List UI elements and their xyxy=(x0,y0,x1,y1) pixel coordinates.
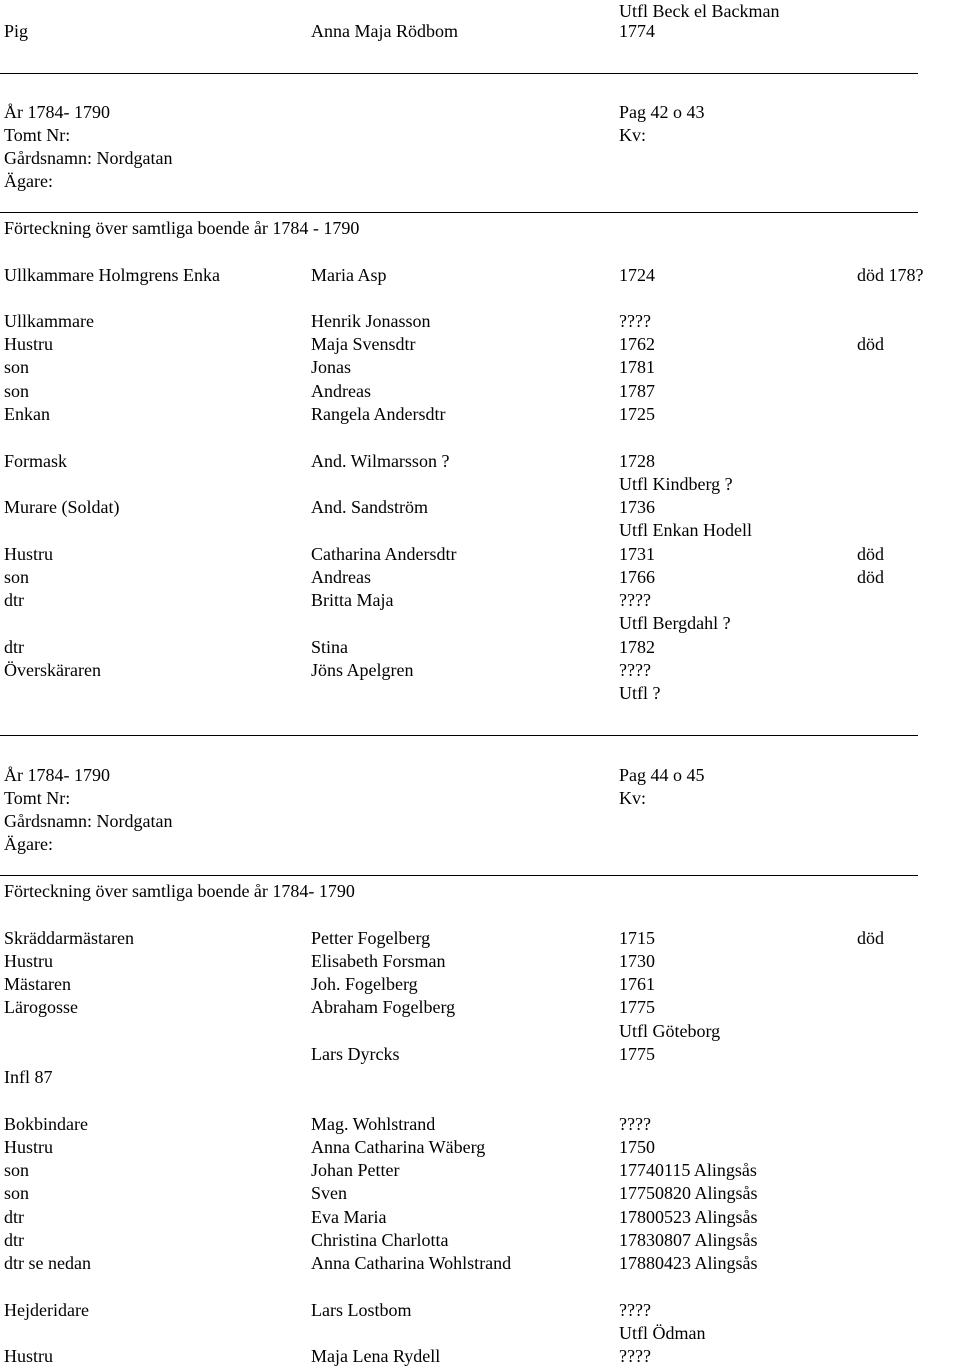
name-cell: Lars Dyrcks xyxy=(311,1044,400,1064)
name-cell: Anna Maja Rödbom xyxy=(311,21,458,41)
role-cell: År 1784- 1790 xyxy=(4,765,110,785)
year-cell: ???? xyxy=(619,1114,651,1134)
section-divider xyxy=(0,212,918,213)
name-cell: And. Wilmarsson ? xyxy=(311,451,450,471)
note-cell: död 178? xyxy=(857,265,924,285)
name-cell: And. Sandström xyxy=(311,497,428,517)
year-cell: 1736 xyxy=(619,497,655,517)
year-cell: 1762 xyxy=(619,334,655,354)
role-cell: Murare (Soldat) xyxy=(4,497,120,517)
role-cell: Hustru xyxy=(4,1346,53,1366)
record-row xyxy=(0,1252,960,1275)
role-cell: dtr xyxy=(4,590,24,610)
section-divider xyxy=(0,875,918,876)
record-row xyxy=(0,1159,960,1182)
note-cell: död xyxy=(857,928,884,948)
record-row xyxy=(0,450,960,473)
year-cell: Utfl Kindberg ? xyxy=(619,474,733,494)
record-row xyxy=(0,659,960,682)
note-cell: död xyxy=(857,567,884,587)
record-row xyxy=(0,589,960,612)
record-row xyxy=(0,1322,960,1345)
role-cell: Ullkammare xyxy=(4,311,94,331)
record-row xyxy=(0,787,960,810)
role-cell: Hustru xyxy=(4,951,53,971)
record-row xyxy=(0,880,960,903)
name-cell: Rangela Andersdtr xyxy=(311,404,446,424)
year-cell: ???? xyxy=(619,1300,651,1320)
role-cell: Infl 87 xyxy=(4,1067,53,1087)
role-cell: Hustru xyxy=(4,334,53,354)
name-cell: Anna Catharina Wäberg xyxy=(311,1137,486,1157)
role-cell: Tomt Nr: xyxy=(4,788,71,808)
role-cell: Skräddarmästaren xyxy=(4,928,134,948)
year-cell: 1775 xyxy=(619,1044,655,1064)
name-cell: Andreas xyxy=(311,381,371,401)
year-cell: 17830807 Alingsås xyxy=(619,1230,758,1250)
year-cell: Pag 42 o 43 xyxy=(619,102,705,122)
record-row xyxy=(0,682,960,705)
name-cell: Sven xyxy=(311,1183,347,1203)
record-row xyxy=(0,380,960,403)
year-cell: 17880423 Alingsås xyxy=(619,1253,758,1273)
record-row xyxy=(0,356,960,379)
role-cell: son xyxy=(4,1160,30,1180)
role-cell: Mästaren xyxy=(4,974,71,994)
record-row xyxy=(0,810,960,833)
record-row xyxy=(0,1229,960,1252)
note-cell: död xyxy=(857,334,884,354)
record-row xyxy=(0,636,960,659)
role-cell: Hejderidare xyxy=(4,1300,89,1320)
role-cell: son xyxy=(4,381,30,401)
name-cell: Mag. Wohlstrand xyxy=(311,1114,436,1134)
record-row xyxy=(0,170,960,193)
role-cell: Ägare: xyxy=(4,171,53,191)
role-cell: Tomt Nr: xyxy=(4,125,71,145)
role-cell: Gårdsnamn: Nordgatan xyxy=(4,811,173,831)
year-cell: Utfl Ödman xyxy=(619,1323,706,1343)
role-cell: År 1784- 1790 xyxy=(4,102,110,122)
year-cell: 1787 xyxy=(619,381,655,401)
year-cell: Utfl Bergdahl ? xyxy=(619,613,731,633)
year-cell: 17800523 Alingsås xyxy=(619,1207,758,1227)
record-row xyxy=(0,950,960,973)
year-cell: 1766 xyxy=(619,567,655,587)
name-cell: Maja Svensdtr xyxy=(311,334,416,354)
name-cell: Abraham Fogelberg xyxy=(311,997,456,1017)
record-row xyxy=(0,566,960,589)
year-cell: 1725 xyxy=(619,404,655,424)
year-cell: Pag 44 o 45 xyxy=(619,765,705,785)
record-row xyxy=(0,496,960,519)
role-cell: Ägare: xyxy=(4,834,53,854)
year-cell: Utfl Beck el Backman xyxy=(619,1,780,21)
role-cell: son xyxy=(4,567,30,587)
record-row xyxy=(0,1066,960,1089)
role-cell: Förteckning över samtliga boende år 1784 - 1790 xyxy=(4,218,360,238)
role-cell: Hustru xyxy=(4,544,53,564)
record-row xyxy=(0,403,960,426)
name-cell: Andreas xyxy=(311,567,371,587)
record-row xyxy=(0,996,960,1019)
name-cell: Johan Petter xyxy=(311,1160,400,1180)
role-cell: son xyxy=(4,357,30,377)
record-row xyxy=(0,20,960,43)
name-cell: Elisabeth Forsman xyxy=(311,951,446,971)
record-row xyxy=(0,264,960,287)
record-row xyxy=(0,1206,960,1229)
record-row xyxy=(0,101,960,124)
year-cell: ???? xyxy=(619,590,651,610)
year-cell: Utfl ? xyxy=(619,683,661,703)
record-row xyxy=(0,833,960,856)
record-row xyxy=(0,612,960,635)
role-cell: Formask xyxy=(4,451,67,471)
record-row xyxy=(0,124,960,147)
record-row xyxy=(0,333,960,356)
name-cell: Petter Fogelberg xyxy=(311,928,431,948)
record-row xyxy=(0,1113,960,1136)
record-row xyxy=(0,1043,960,1066)
year-cell: Utfl Enkan Hodell xyxy=(619,520,752,540)
year-cell: ???? xyxy=(619,311,651,331)
year-cell: 1724 xyxy=(619,265,655,285)
name-cell: Jonas xyxy=(311,357,351,377)
role-cell: Lärogosse xyxy=(4,997,78,1017)
year-cell: 17740115 Alingsås xyxy=(619,1160,757,1180)
name-cell: Eva Maria xyxy=(311,1207,387,1227)
year-cell: 1731 xyxy=(619,544,655,564)
name-cell: Lars Lostbom xyxy=(311,1300,412,1320)
year-cell: 1775 xyxy=(619,997,655,1017)
year-cell: Kv: xyxy=(619,788,646,808)
role-cell: Enkan xyxy=(4,404,50,424)
record-row xyxy=(0,1299,960,1322)
name-cell: Jöns Apelgren xyxy=(311,660,414,680)
role-cell: Bokbindare xyxy=(4,1114,88,1134)
year-cell: 1782 xyxy=(619,637,655,657)
record-row xyxy=(0,1182,960,1205)
year-cell: 1774 xyxy=(619,21,655,41)
name-cell: Maria Asp xyxy=(311,265,387,285)
section-divider xyxy=(0,735,918,736)
name-cell: Stina xyxy=(311,637,349,657)
year-cell: 1728 xyxy=(619,451,655,471)
section-divider xyxy=(0,73,918,74)
role-cell: dtr xyxy=(4,1230,24,1250)
name-cell: Maja Lena Rydell xyxy=(311,1346,441,1366)
year-cell: 1715 xyxy=(619,928,655,948)
role-cell: dtr xyxy=(4,1207,24,1227)
year-cell: 1761 xyxy=(619,974,655,994)
year-cell: 1781 xyxy=(619,357,655,377)
name-cell: Henrik Jonasson xyxy=(311,311,431,331)
role-cell: Hustru xyxy=(4,1137,53,1157)
record-row xyxy=(0,1136,960,1159)
record-row xyxy=(0,764,960,787)
year-cell: Utfl Göteborg xyxy=(619,1021,721,1041)
year-cell: 17750820 Alingsås xyxy=(619,1183,758,1203)
role-cell: Ullkammare Holmgrens Enka xyxy=(4,265,220,285)
note-cell: död xyxy=(857,544,884,564)
role-cell: Gårdsnamn: Nordgatan xyxy=(4,148,173,168)
role-cell: Förteckning över samtliga boende år 1784- 1790 xyxy=(4,881,355,901)
name-cell: Catharina Andersdtr xyxy=(311,544,457,564)
name-cell: Christina Charlotta xyxy=(311,1230,449,1250)
year-cell: 1750 xyxy=(619,1137,655,1157)
record-row xyxy=(0,217,960,240)
record-row xyxy=(0,473,960,496)
role-cell: dtr xyxy=(4,637,24,657)
role-cell: Pig xyxy=(4,21,29,41)
name-cell: Anna Catharina Wohlstrand xyxy=(311,1253,512,1273)
record-row xyxy=(0,543,960,566)
year-cell: Kv: xyxy=(619,125,646,145)
year-cell: ???? xyxy=(619,1346,651,1366)
name-cell: Joh. Fogelberg xyxy=(311,974,418,994)
record-row xyxy=(0,310,960,333)
year-cell: ???? xyxy=(619,660,651,680)
record-row xyxy=(0,1345,960,1368)
record-row xyxy=(0,927,960,950)
record-row xyxy=(0,1020,960,1043)
record-row xyxy=(0,973,960,996)
role-cell: son xyxy=(4,1183,30,1203)
year-cell: 1730 xyxy=(619,951,655,971)
name-cell: Britta Maja xyxy=(311,590,394,610)
record-row xyxy=(0,147,960,170)
role-cell: Överskäraren xyxy=(4,660,101,680)
role-cell: dtr se nedan xyxy=(4,1253,91,1273)
record-row xyxy=(0,519,960,542)
